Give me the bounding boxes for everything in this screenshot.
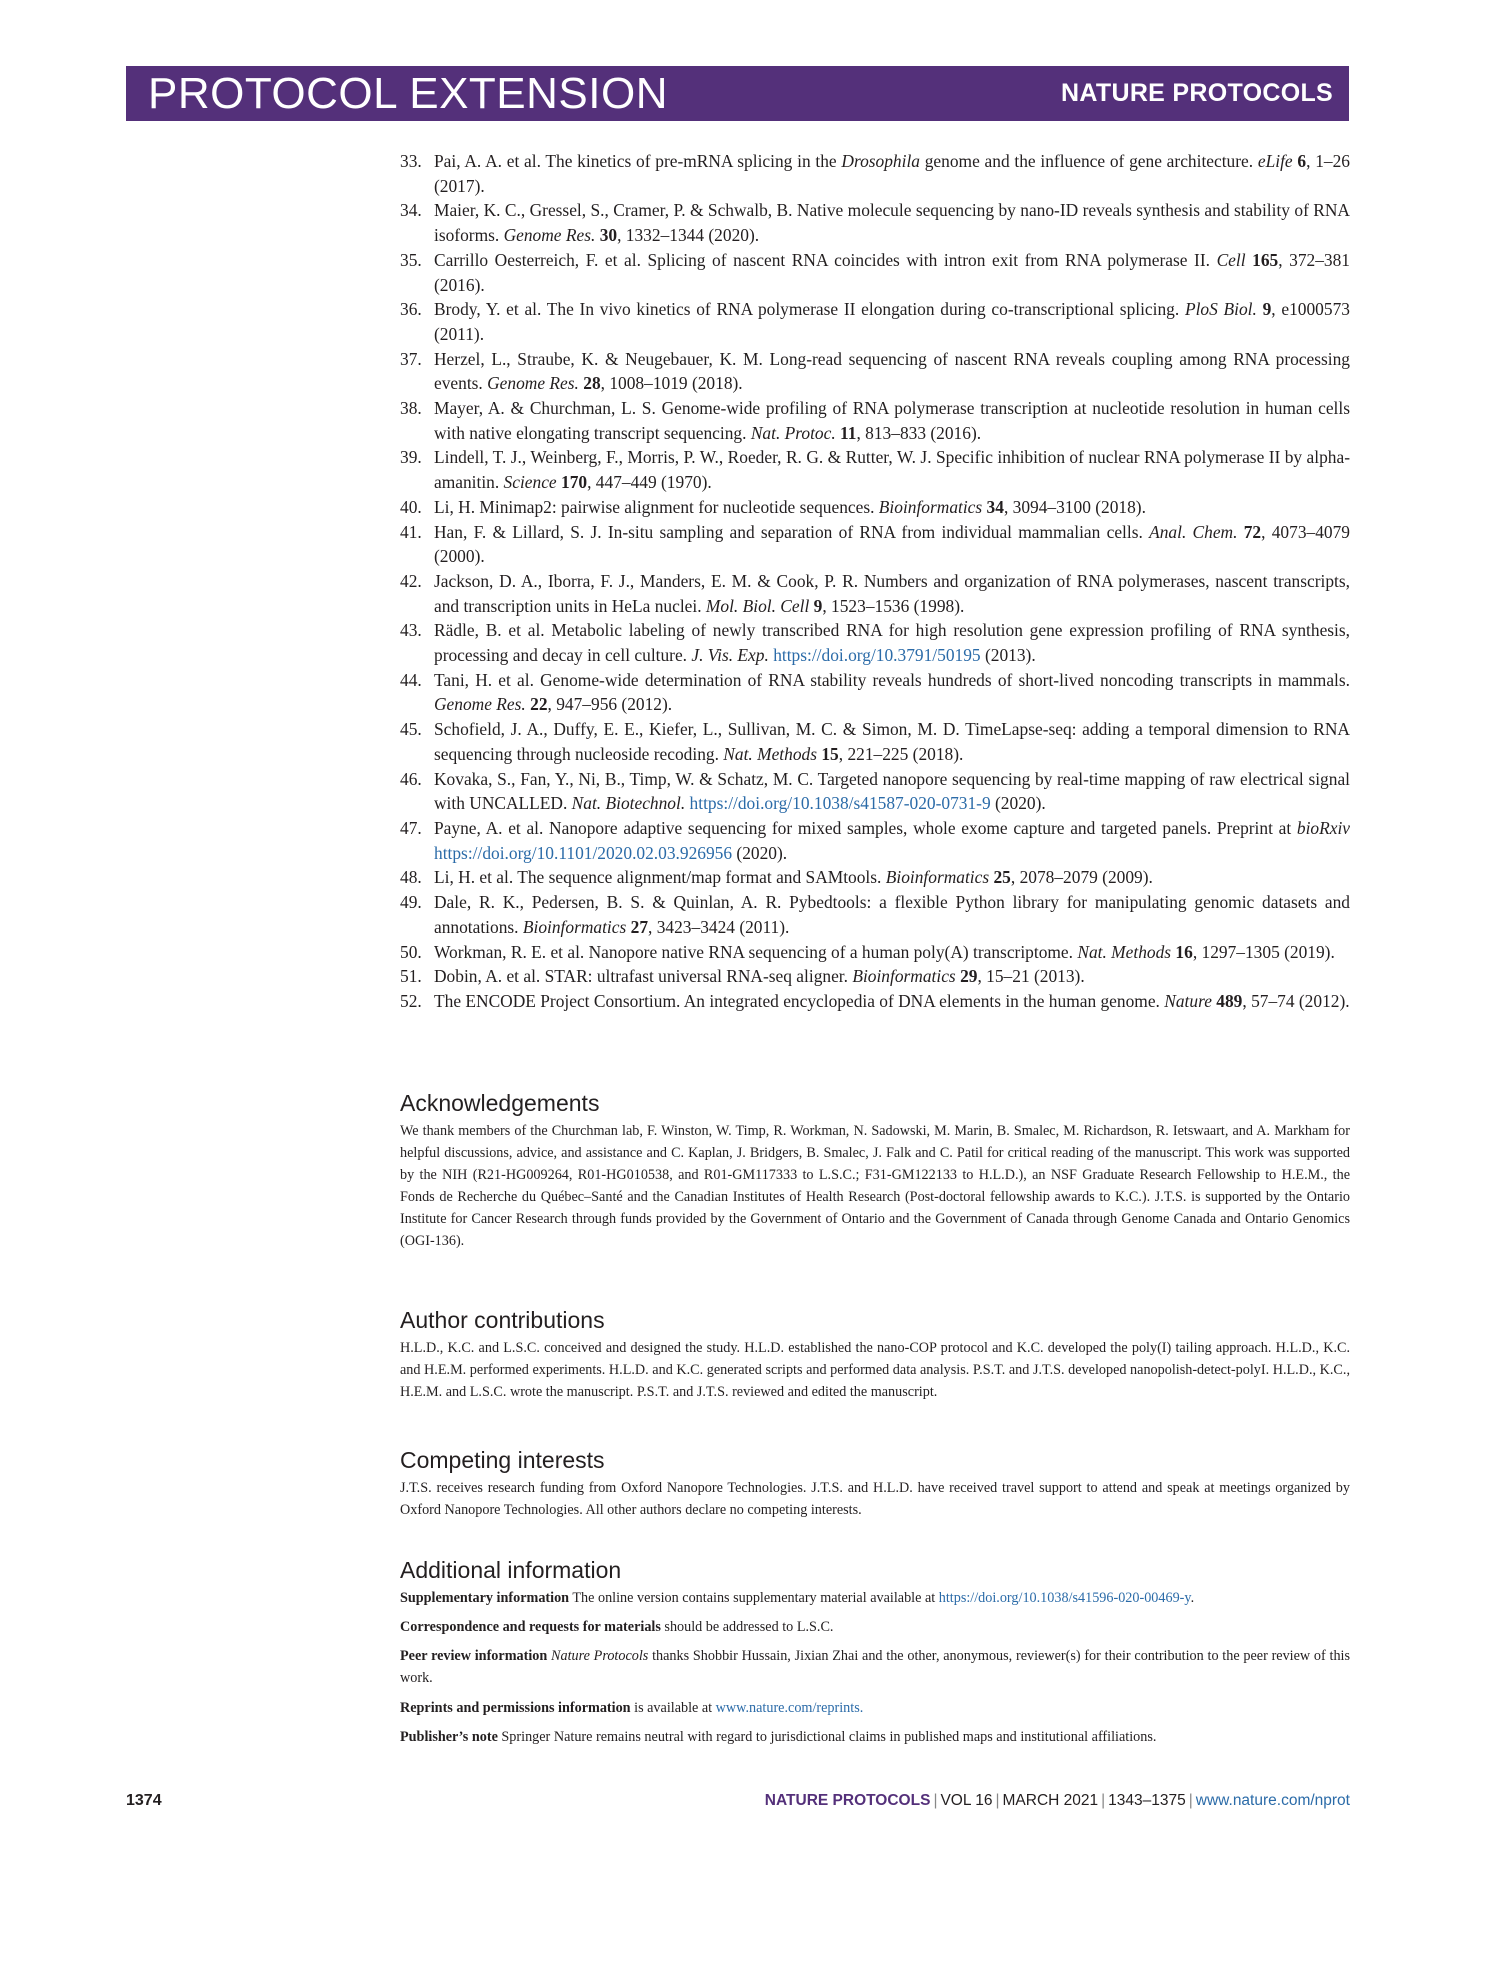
reference-volume: 11 (840, 422, 857, 443)
reference-fragment: Workman, R. E. et al. Nanopore native RNA sequencing of a human poly(A) transcriptome. (434, 941, 1078, 962)
additional-information-heading: Additional information (400, 1557, 622, 1583)
reference-text (434, 618, 1350, 667)
reference-fragment: Dobin, A. et al. STAR: ultrafast universal RNA-seq aligner. (434, 966, 853, 987)
reference-item (400, 717, 1350, 766)
reference-number: 42. (400, 570, 422, 591)
reference-number: 43. (400, 620, 422, 641)
correspondence-information (400, 1616, 1350, 1638)
reference-volume: 9 (813, 595, 823, 616)
reference-volume: 29 (960, 966, 978, 987)
reference-volume: 15 (821, 743, 839, 764)
reference-volume: 170 (561, 472, 588, 493)
reference-volume: 16 (1175, 941, 1193, 962)
reference-fragment: Li, H. Minimap2: pairwise alignment for nucleotide sequences. (434, 496, 879, 517)
reference-number: 44. (400, 669, 422, 690)
author-contributions-body: H.L.D., K.C. and L.S.C. conceived and designed the study. H.L.D. established the nano-COP protocol and K.C. developed the poly(I) tailing approach. H.L.D., K.C. and H.E.M. performed experiments. H.L.D. and K.C. generated scripts and performed data analysis. P.S.T. and J.T.S. developed nanopolish-detect-polyI. H.L.D., K.C., H.E.M. and L.S.C. wrote the manuscript. P.S.T. and J.T.S. reviewed and edited the manuscript. (400, 1340, 1350, 1400)
supplementary-label: Supplementary information (400, 1590, 570, 1606)
reference-number: 33. (400, 151, 422, 171)
reference-text (434, 717, 1350, 766)
reference-number: 47. (400, 817, 422, 838)
reference-number: 52. (400, 990, 422, 1011)
reference-journal: eLife (1257, 151, 1293, 171)
reference-text (434, 149, 1350, 198)
reference-volume: 28 (583, 373, 601, 394)
page-number: 1374 (126, 1792, 162, 1809)
reference-item (400, 989, 1350, 1014)
reference-number: 40. (400, 496, 422, 517)
reference-fragment: Herzel, L., Straube, K. & Neugebauer, K. M. Long-read sequencing of nascent RNA reveals coupling among RNA processing events. (434, 348, 1350, 394)
reference-journal: Anal. Chem. (1149, 521, 1238, 542)
correspondence-text: should be addressed to L.S.C. (660, 1619, 834, 1635)
reference-fragment: Payne, A. et al. Nanopore adaptive sequencing for mixed samples, whole exome capture and targeted panels. Preprint at (434, 817, 1297, 838)
acknowledgements-heading: Acknowledgements (400, 1090, 600, 1116)
reference-fragment: , 3094–3100 (2018). (1003, 496, 1146, 517)
reference-fragment: , 3423–3424 (2011). (648, 916, 790, 937)
reference-text (434, 520, 1350, 569)
reference-text (434, 940, 1350, 965)
reference-volume: 165 (1252, 249, 1279, 270)
reference-volume: 6 (1297, 151, 1307, 171)
acknowledgements-body: We thank members of the Churchman lab, F. Winston, W. Timp, R. Workman, N. Sadowski, M. Marin, B. Smalec, M. Richardson, R. Ietswaart, and A. Markham for helpful discussions, advice, and assistance and C. Kaplan, J. Bridgers, B. Smalec, J. Falk and C. Patil for critical reading of the manuscript. This work was supported by the NIH (R21-HG009264, R01-HG010538, and R01-GM117333 to L.S.C.; F31-GM122133 to H.L.D.), an NSF Graduate Research Fellowship to H.E.M., the Fonds de Recherche du Québec–Santé and the Canadian Institutes of Health Research (Post-doctoral fellowship awards to K.C.). J.T.S. is supported by the Ontario Institute for Cancer Research through funds provided by the Government of Ontario and the Government of Canada through Genome Canada and Ontario Genomics (OGI-136). (400, 1123, 1350, 1249)
supplementary-information (400, 1587, 1350, 1609)
reference-text (434, 248, 1350, 297)
reference-volume: 30 (599, 225, 618, 246)
reference-fragment: Schofield, J. A., Duffy, E. E., Kiefer, L., Sullivan, M. C. & Simon, M. D. TimeLapse-seq: adding a temporal dimension to RNA sequencing through nucleoside recoding. (434, 719, 1350, 764)
footer-separator: | (1188, 1792, 1193, 1809)
reference-journal: Cell (1216, 249, 1246, 270)
footer-date: MARCH 2021 (1002, 1792, 1099, 1809)
reference-journal: Nat. Biotechnol. (571, 793, 686, 814)
reference-number: 41. (400, 521, 422, 542)
reference-fragment: Dale, R. K., Pedersen, B. S. & Quinlan, A. R. Pybedtools: a flexible Python library for manipulating genomic datasets and annotations. (434, 892, 1350, 937)
reprints-link[interactable]: www.nature.com/reprints. (715, 1700, 864, 1716)
reprints-information (400, 1697, 1350, 1719)
supplementary-link[interactable]: https://doi.org/10.1038/s41596-020-00469-y (938, 1590, 1191, 1606)
reference-volume: 34 (986, 496, 1004, 517)
reference-item (400, 297, 1350, 346)
reference-text (434, 445, 1350, 494)
reference-item (400, 396, 1350, 445)
reference-fragment: , 813–833 (2016). (856, 422, 982, 443)
reference-journal: Genome Res. (487, 373, 579, 394)
reference-journal: Bioinformatics (878, 496, 983, 517)
reference-text (434, 767, 1350, 816)
reference-fragment: , 1008–1019 (2018). (600, 373, 743, 394)
reference-text (434, 569, 1350, 618)
reference-volume: 25 (993, 867, 1011, 888)
reference-doi-link[interactable]: https://doi.org/10.3791/50195 (773, 645, 981, 666)
reference-fragment: , e1000573 (2011). (434, 299, 1350, 344)
competing-interests-heading: Competing interests (400, 1447, 605, 1473)
reference-item (400, 940, 1350, 965)
reference-number: 48. (400, 867, 422, 888)
reference-fragment: genome and the influence of gene architecture. (919, 151, 1258, 171)
competing-interests-body: J.T.S. receives research funding from Oxford Nanopore Technologies. J.T.S. and H.L.D. have received travel support to attend and speak at meetings organized by Oxford Nanopore Technologies. All other authors declare no competing interests. (400, 1480, 1350, 1518)
reference-journal: Nat. Protoc. (750, 422, 836, 443)
reference-text (434, 347, 1350, 396)
reference-number: 37. (400, 348, 422, 369)
reference-fragment: Mayer, A. & Churchman, L. S. Genome-wide profiling of RNA polymerase transcription at nucleotide resolution in human cells with native elongating transcript sequencing. (434, 398, 1350, 443)
reference-text (434, 890, 1350, 939)
reference-fragment: (2020). (990, 793, 1046, 814)
reference-journal: Nat. Methods (1077, 941, 1172, 962)
reference-item (400, 445, 1350, 494)
reprints-text: is available at (630, 1700, 716, 1716)
reference-text (434, 816, 1350, 865)
footer-pages: 1343–1375 (1108, 1792, 1186, 1809)
reference-fragment: , 2078–2079 (2009). (1010, 867, 1153, 888)
reference-fragment: Maier, K. C., Gressel, S., Cramer, P. & Schwalb, B. Native molecule sequencing by nano-ID reveals synthesis and stability of RNA isoforms. (434, 200, 1350, 246)
footer-volume: VOL 16 (940, 1792, 993, 1809)
reference-text (434, 396, 1350, 445)
footer-journal-link[interactable]: www.nature.com/nprot (1195, 1792, 1350, 1809)
reference-number: 50. (400, 941, 422, 962)
footer-separator: | (1101, 1792, 1106, 1809)
reference-text (434, 495, 1350, 520)
reference-fragment: , 221–225 (2018). (838, 743, 964, 764)
correspondence-label: Correspondence and requests for materials (400, 1619, 661, 1635)
reference-volume: 72 (1243, 521, 1262, 542)
reference-item (400, 495, 1350, 520)
reference-number: 51. (400, 966, 422, 987)
reference-journal: bioRxiv (1296, 817, 1350, 838)
reference-journal: Drosophila (841, 151, 920, 171)
reference-journal: Genome Res. (434, 694, 526, 715)
reference-journal: J. Vis. Exp. (691, 645, 769, 666)
reference-item (400, 618, 1350, 667)
reference-doi-link[interactable]: https://doi.org/10.1038/s41587-020-0731-9 (689, 793, 991, 814)
reference-fragment: Tani, H. et al. Genome-wide determination of RNA stability reveals hundreds of short-lived noncoding transcripts in mammals. (434, 669, 1350, 690)
journal-header-bar (126, 66, 1349, 121)
publisher-note-text: Springer Nature remains neutral with regard to jurisdictional claims in published maps and institutional affiliations. (497, 1729, 1157, 1745)
supplementary-end: . (1190, 1590, 1195, 1606)
reference-item (400, 347, 1350, 396)
reference-item (400, 149, 1350, 198)
reference-item (400, 964, 1350, 989)
reference-fragment: Han, F. & Lillard, S. J. In-situ sampling and separation of RNA from individual mammalian cells. (434, 521, 1150, 542)
reference-fragment: Lindell, T. J., Weinberg, F., Morris, P. W., Roeder, R. G. & Rutter, W. J. Specific inhibition of nuclear RNA polymerase II by alpha-amanitin. (434, 447, 1350, 493)
reference-fragment: Li, H. et al. The sequence alignment/map format and SAMtools. (434, 867, 886, 888)
supplementary-text: The online version contains supplementary material available at (569, 1590, 939, 1606)
reference-fragment: , 1332–1344 (2020). (617, 225, 760, 246)
reference-volume: 22 (530, 694, 548, 715)
reference-number: 49. (400, 892, 422, 913)
reference-journal: Mol. Biol. Cell (705, 595, 810, 616)
footer-separator: | (933, 1792, 938, 1809)
reference-number: 38. (400, 398, 422, 419)
section-type-label: PROTOCOL EXTENSION (148, 69, 668, 118)
reference-fragment: (2013). (980, 645, 1036, 666)
author-contributions-heading: Author contributions (400, 1307, 605, 1333)
peer-review-information (400, 1645, 1350, 1689)
reference-number: 46. (400, 768, 422, 789)
reference-item (400, 890, 1350, 939)
reference-item (400, 520, 1350, 569)
reference-journal: Science (503, 472, 557, 493)
reference-item (400, 248, 1350, 297)
reference-number: 35. (400, 249, 422, 270)
reference-number: 39. (400, 447, 422, 468)
reference-fragment: , 4073–4079 (2000). (434, 521, 1350, 567)
reference-text (434, 964, 1350, 989)
reference-volume: 27 (630, 916, 649, 937)
journal-name-label: NATURE PROTOCOLS (1061, 79, 1333, 107)
reference-fragment: Carrillo Oesterreich, F. et al. Splicing of nascent RNA coincides with intron exit from RNA polymerase II. (434, 249, 1217, 270)
reference-volume: 9 (1262, 299, 1272, 320)
reference-fragment: , 1–26 (2017). (434, 151, 1350, 196)
reference-fragment: Brody, Y. et al. The In vivo kinetics of RNA polymerase II elongation during co-transcriptional splicing. (434, 299, 1185, 320)
reference-fragment: , 15–21 (2013). (977, 966, 1085, 987)
reference-item (400, 767, 1350, 816)
reference-item (400, 569, 1350, 618)
reference-item (400, 668, 1350, 717)
reference-fragment: , 947–956 (2012). (547, 694, 673, 715)
reference-list (400, 149, 1350, 1014)
peer-review-label: Peer review information (400, 1648, 548, 1664)
reference-fragment: , 447–449 (1970). (587, 472, 712, 493)
reference-item (400, 816, 1350, 865)
reference-volume: 489 (1216, 990, 1243, 1011)
peer-review-journal: Nature Protocols (551, 1648, 649, 1664)
reference-doi-link[interactable]: https://doi.org/10.1101/2020.02.03.926956 (434, 842, 733, 863)
reference-journal: PloS Biol. (1184, 299, 1257, 320)
reference-number: 34. (400, 200, 422, 221)
reference-fragment: The ENCODE Project Consortium. An integrated encyclopedia of DNA elements in the human genome. (434, 990, 1165, 1011)
reference-fragment: Jackson, D. A., Iborra, F. J., Manders, E. M. & Cook, P. R. Numbers and organization of RNA polymerases, nascent transcripts, and transcription units in HeLa nuclei. (434, 570, 1350, 616)
reference-fragment: , 57–74 (2012). (1242, 990, 1350, 1011)
reference-text (434, 989, 1350, 1014)
reference-text (434, 297, 1350, 346)
reference-text (434, 198, 1350, 247)
reference-fragment: Pai, A. A. et al. The kinetics of pre-mRNA splicing in the (434, 151, 842, 171)
reference-fragment: Kovaka, S., Fan, Y., Ni, B., Timp, W. & Schatz, M. C. Targeted nanopore sequencing by real-time mapping of raw electrical signal with UNCALLED. (434, 768, 1350, 814)
reference-journal: Bioinformatics (522, 916, 627, 937)
reference-number: 45. (400, 719, 422, 740)
reference-fragment: (2020). (732, 842, 788, 863)
footer-journal: NATURE PROTOCOLS (764, 1792, 931, 1809)
reference-journal: Nat. Methods (723, 743, 817, 764)
publisher-note (400, 1726, 1350, 1748)
reference-number: 36. (400, 299, 422, 320)
reference-text (434, 865, 1350, 890)
reference-text (434, 668, 1350, 717)
reference-fragment: Rädle, B. et al. Metabolic labeling of newly transcribed RNA for high resolution gene expression profiling of RNA synthesis, processing and decay in cell culture. (434, 620, 1350, 666)
reference-journal: Nature (1164, 990, 1212, 1011)
reference-journal: Genome Res. (503, 225, 596, 246)
footer-separator: | (995, 1792, 1000, 1809)
reference-fragment: , 1523–1536 (1998). (822, 595, 965, 616)
reference-item (400, 198, 1350, 247)
reprints-label: Reprints and permissions information (400, 1700, 631, 1716)
journal-footer (765, 1792, 1350, 1810)
reference-journal: Bioinformatics (885, 867, 990, 888)
reference-item (400, 865, 1350, 890)
reference-journal: Bioinformatics (852, 966, 956, 987)
reference-fragment: , 1297–1305 (2019). (1192, 941, 1335, 962)
peer-review-text: thanks Shobbir Hussain, Jixian Zhai and the other, anonymous, reviewer(s) for their contribution to the peer review of this work. (400, 1648, 1351, 1686)
publisher-note-label: Publisher’s note (400, 1729, 498, 1745)
reference-fragment: , 372–381 (2016). (434, 249, 1351, 295)
